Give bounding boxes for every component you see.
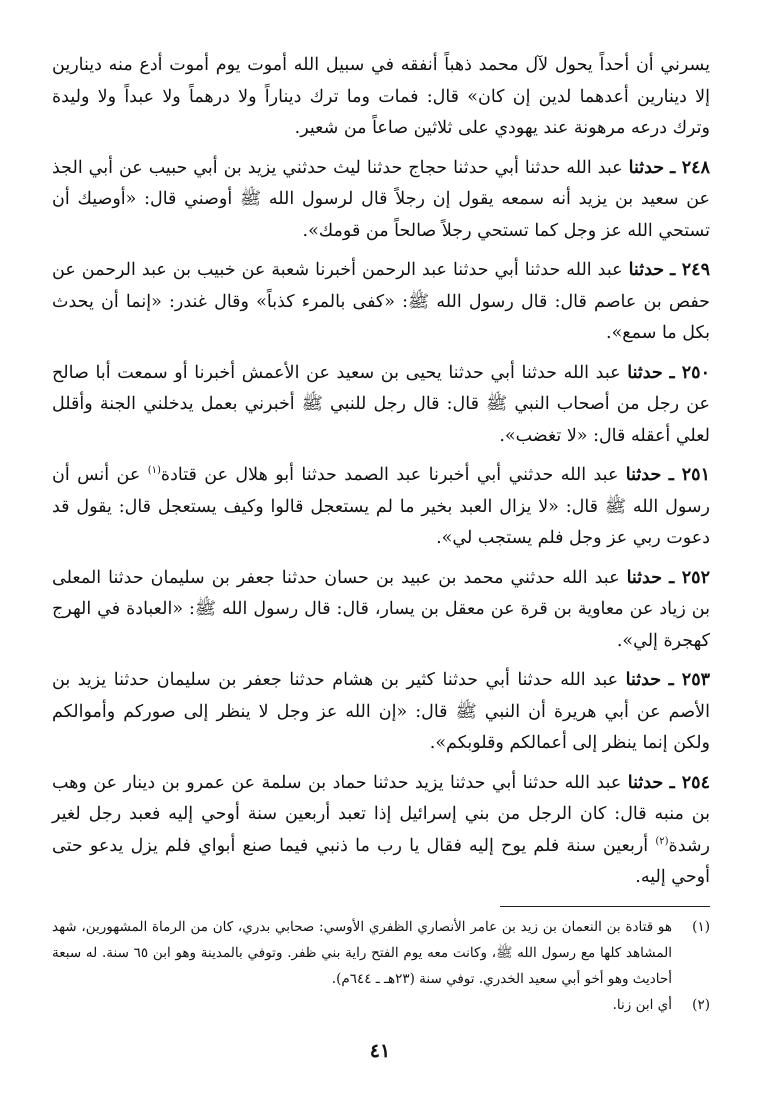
hadith-keyword: حدثنا: [627, 362, 663, 383]
hadith-text: عبد الله حدثنا أبي حدثنا عبد الرحمن أخبرنا شعبة عن خبيب بن عبد الرحمن عن حفص بن عاصم قال: قال رسول الله ﷺ: «كفى بالمرء كذباً» وقال غندر: «إنما أن يحدث بكل ما سمع».: [52, 260, 710, 343]
hadith-text: عبد الله حدثنا أبي حدثنا يحيى بن سعيد عن الأعمش أخبرنا أو سمعت أبا صالح عن رجل من أصحاب النبي ﷺ قال: قال رجل للنبي ﷺ أخبرني بعمل يدخلني الجنة وأقلل لعلي أعقله قال: «لا تغضب».: [52, 362, 710, 446]
hadith-252: [52, 563, 710, 658]
hadith-number: ٢٥٠ ـ: [669, 362, 710, 383]
footnote-mark: (٢): [692, 997, 710, 1013]
hadith-text-continued: عن أنس أن رسول الله ﷺ قال: «لا يزال العبد بخير ما لم يستعجل قالوا وكيف يستعجل قال: يقول قد دعوت ربي عز وجل فلم يستجب لي».: [52, 465, 710, 548]
footnote-ref-2[interactable]: (٢): [655, 835, 669, 847]
hadith-text-continued: أربعين سنة فلم يوح إليه فقال يا رب ما ذنبي فيما صنع أبواي فلم يزل يدعو حتى أوحي إليه.: [52, 835, 710, 887]
hadith-keyword: حدثنا: [628, 157, 665, 178]
hadith-249: [52, 255, 710, 350]
intro-paragraph: [52, 50, 710, 145]
hadith-248: [52, 153, 710, 248]
hadith-keyword: حدثنا: [625, 670, 662, 690]
footnote-1: [52, 914, 710, 992]
footnote-mark: (١): [692, 919, 710, 935]
page-number: ٤١: [369, 1040, 391, 1062]
hadith-text: عبد الله حدثنا أبي حدثنا حجاج حدثنا ليث حدثني يزيد بن أبي حبيب عن أبي الجذ عن سعيد بن يزيد أنه سمعه يقول إن رجلاً قال لرسول الله ﷺ أوصني قال: «أوصيك أن تستحي الله عز وجل كما تستحي رجلاً صالحاً من قومك».: [52, 157, 710, 241]
footnotes: [52, 914, 710, 1018]
hadith-text: عبد الله حدثني أبي أخبرنا عبد الصمد حدثنا أبو هلال عن قتادة: [160, 465, 619, 485]
hadith-keyword: حدثنا: [626, 567, 663, 588]
hadith-keyword: حدثنا: [625, 465, 662, 485]
hadith-254: [52, 768, 710, 894]
hadith-number: ٢٥١ ـ: [668, 465, 710, 485]
footnote-ref-1[interactable]: (١): [147, 465, 161, 477]
footnote-divider: [500, 906, 710, 907]
hadith-keyword: حدثنا: [627, 772, 664, 793]
hadith-251: [52, 460, 710, 555]
hadith-250: [52, 358, 710, 453]
hadith-number: ٢٥٢ ـ: [669, 567, 710, 588]
hadith-number: ٢٥٤ ـ: [669, 772, 710, 793]
hadith-number: ٢٥٣ ـ: [668, 670, 710, 690]
hadith-253: [52, 665, 710, 760]
hadith-text: عبد الله حدثنا أبي حدثنا كثير بن هشام حدثنا جعفر بن سليمان حدثنا يزيد بن الأصم عن أبي هريرة أن النبي ﷺ قال: «إن الله عز وجل لا ينظر إلى صوركم وأموالكم ولكن إنما ينظر إلى أعمالكم وقلوبكم».: [52, 670, 710, 753]
hadith-number: ٢٤٩ ـ: [670, 260, 710, 280]
hadith-number: ٢٤٨ ـ: [670, 157, 710, 178]
footnote-text: أي ابن زنا.: [612, 997, 672, 1013]
hadith-keyword: حدثنا: [628, 260, 665, 280]
hadith-text: عبد الله حدثنا أبي حدثنا يزيد حدثنا حماد بن سلمة عن عمرو بن دينار عن وهب بن منبه قال: كان الرجل من بني إسرائيل إذا تعبد أربعين سنة أوحي إليه فعبد رجل لغير رشدة: [52, 772, 710, 856]
footnote-text: هو قتادة بن النعمان بن زيد بن عامر الأنصاري الظفري الأوسي: صحابي بدري، كان من الرماة المشهورين، شهد المشاهد كلها مع رسول الله ﷺ، وكانت معه يوم الفتح راية بني ظفر. وتوفي بالمدينة وهو ابن ٦٥ سنة. له سبعة أحاديث وهو أخو أبي سعيد الخدري. توفي سنة (٢٣هـ ـ ٦٤٤م).: [52, 919, 672, 987]
intro-text: يسرني أن أحداً يحول لآل محمد ذهباً أنفقه في سبيل الله أموت يوم أموت أدع منه دينارين إلا دينارين أعدهما لدين إن كان» قال: فمات وما ترك ديناراً ولا درهماً ولا عبداً ولا وليدة وترك درعه مرهونة عند يهودي على ثلاثين صاعاً من شعير.: [52, 55, 710, 138]
footnote-2: [52, 992, 710, 1018]
hadith-text: عبد الله حدثني محمد بن عبيد بن حسان حدثنا جعفر بن سليمان حدثنا المعلى بن زياد عن معاوية بن قرة عن معقل بن يسار، قال: قال رسول الله ﷺ: «العبادة في الهرج كهجرة إلي».: [52, 567, 710, 651]
